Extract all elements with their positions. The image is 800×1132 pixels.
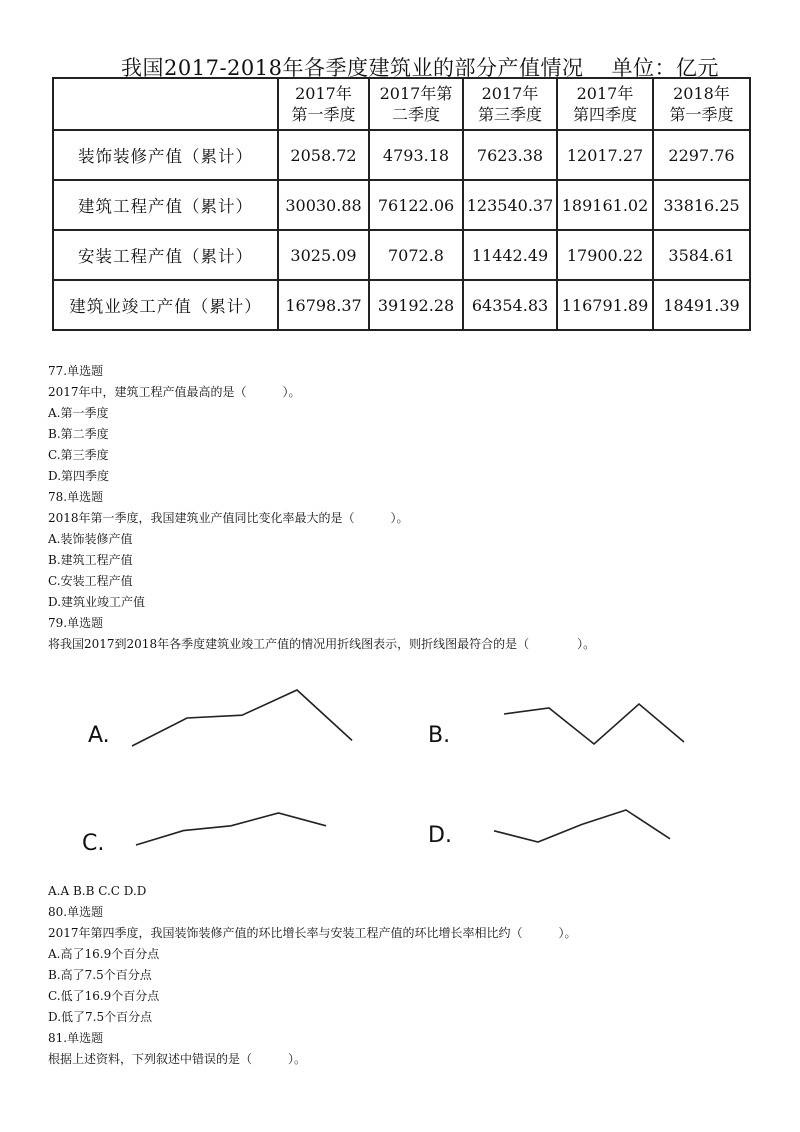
- option-line: [132, 690, 352, 746]
- table-cell: 7072.8: [369, 230, 463, 280]
- option-label: A.: [88, 723, 110, 748]
- table-cell: 39192.28: [369, 280, 463, 330]
- question-line: 79.单选题: [48, 616, 104, 630]
- question-line: 2017年中，建筑工程产值最高的是（ ）。: [48, 385, 301, 399]
- row-label: 安装工程产值（累计）: [53, 230, 278, 280]
- option-label: C.: [82, 831, 105, 856]
- table-row: [53, 280, 750, 330]
- table-row: [53, 180, 750, 230]
- header-line2: 二季度: [391, 105, 440, 124]
- question-line: A.高了16.9个百分点: [48, 947, 160, 961]
- table-row: [53, 130, 750, 180]
- table-cell: 116791.89: [557, 280, 653, 330]
- table-cell: 30030.88: [278, 180, 369, 230]
- question-line: 81.单选题: [48, 1031, 104, 1045]
- table-cell: 189161.02: [557, 180, 653, 230]
- table-cell: 123540.37: [463, 180, 557, 230]
- table-cell: 2058.72: [278, 130, 369, 180]
- option-line: [504, 704, 684, 744]
- row-label: 建筑业竣工产值（累计）: [53, 280, 278, 330]
- header-line1: 2017年: [576, 84, 634, 103]
- question-line: 78.单选题: [48, 490, 104, 504]
- table-cell: 12017.27: [557, 130, 653, 180]
- table-header-cell: [369, 78, 463, 130]
- question-line: D.第四季度: [48, 469, 110, 483]
- question-line: 根据上述资料，下列叙述中错误的是（ ）。: [48, 1052, 307, 1066]
- header-line2: 第一季度: [291, 105, 356, 124]
- table-cell: 16798.37: [278, 280, 369, 330]
- table-header-cell: [653, 78, 750, 130]
- option-label: B.: [428, 723, 451, 748]
- line-chart-options-figure: [60, 670, 760, 870]
- question-line: C.第三季度: [48, 448, 109, 462]
- header-line1: 2018年: [673, 84, 730, 103]
- header-line2: 第三季度: [477, 105, 542, 124]
- table-row: [53, 230, 750, 280]
- option-label: D.: [428, 823, 452, 848]
- header-line1: 2017年: [481, 84, 539, 103]
- table-cell: 76122.06: [369, 180, 463, 230]
- option-line: [494, 810, 670, 842]
- question-line: B.第二季度: [48, 427, 109, 441]
- question-line: B.建筑工程产值: [48, 553, 133, 567]
- question-line: A.A B.B C.C D.D: [48, 884, 147, 898]
- question-line: A.第一季度: [48, 406, 109, 420]
- option-line: [136, 813, 326, 845]
- table-header-cell: [557, 78, 653, 130]
- header-line1: 2017年第: [379, 84, 453, 103]
- table-header-row: [53, 78, 750, 130]
- table-cell: 17900.22: [557, 230, 653, 280]
- question-line: C.低了16.9个百分点: [48, 989, 160, 1003]
- table-unit: 单位：亿元: [611, 56, 719, 80]
- table-cell: 64354.83: [463, 280, 557, 330]
- questions-section-1: [48, 361, 595, 655]
- table-header-cell: [53, 78, 278, 130]
- question-line: 77.单选题: [48, 364, 104, 378]
- table-cell: 3025.09: [278, 230, 369, 280]
- table-cell: 4793.18: [369, 130, 463, 180]
- table-header-cell: [463, 78, 557, 130]
- table-cell: 3584.61: [653, 230, 750, 280]
- header-line2: 第一季度: [669, 105, 734, 124]
- header-line2: 第四季度: [572, 105, 637, 124]
- question-line: 将我国2017到2018年各季度建筑业竣工产值的情况用折线图表示，则折线图最符合的是（ ）。: [48, 637, 596, 651]
- question-line: 2017年第四季度，我国装饰装修产值的环比增长率与安装工程产值的环比增长率相比约（ ）。: [48, 926, 577, 940]
- data-table: [52, 77, 751, 331]
- table-body: [53, 130, 750, 330]
- header-line1: 2017年: [295, 84, 352, 103]
- table-cell: 11442.49: [463, 230, 557, 280]
- table-header-cell: [278, 78, 369, 130]
- question-line: A.装饰装修产值: [48, 532, 133, 546]
- question-line: 2018年第一季度，我国建筑业产值同比变化率最大的是（ ）。: [48, 511, 409, 525]
- question-line: B.高了7.5个百分点: [48, 968, 152, 982]
- table-cell: 2297.76: [653, 130, 750, 180]
- row-label: 装饰装修产值（累计）: [53, 130, 278, 180]
- row-label: 建筑工程产值（累计）: [53, 180, 278, 230]
- question-line: 80.单选题: [48, 905, 104, 919]
- question-line: D.建筑业竣工产值: [48, 595, 146, 609]
- question-line: C.安装工程产值: [48, 574, 133, 588]
- question-line: D.低了7.5个百分点: [48, 1010, 153, 1024]
- table-title-text: 我国2017-2018年各季度建筑业的部分产值情况: [121, 56, 584, 80]
- table-cell: 7623.38: [463, 130, 557, 180]
- table-cell: 33816.25: [653, 180, 750, 230]
- table-cell: 18491.39: [653, 280, 750, 330]
- questions-section-2: [48, 881, 577, 1070]
